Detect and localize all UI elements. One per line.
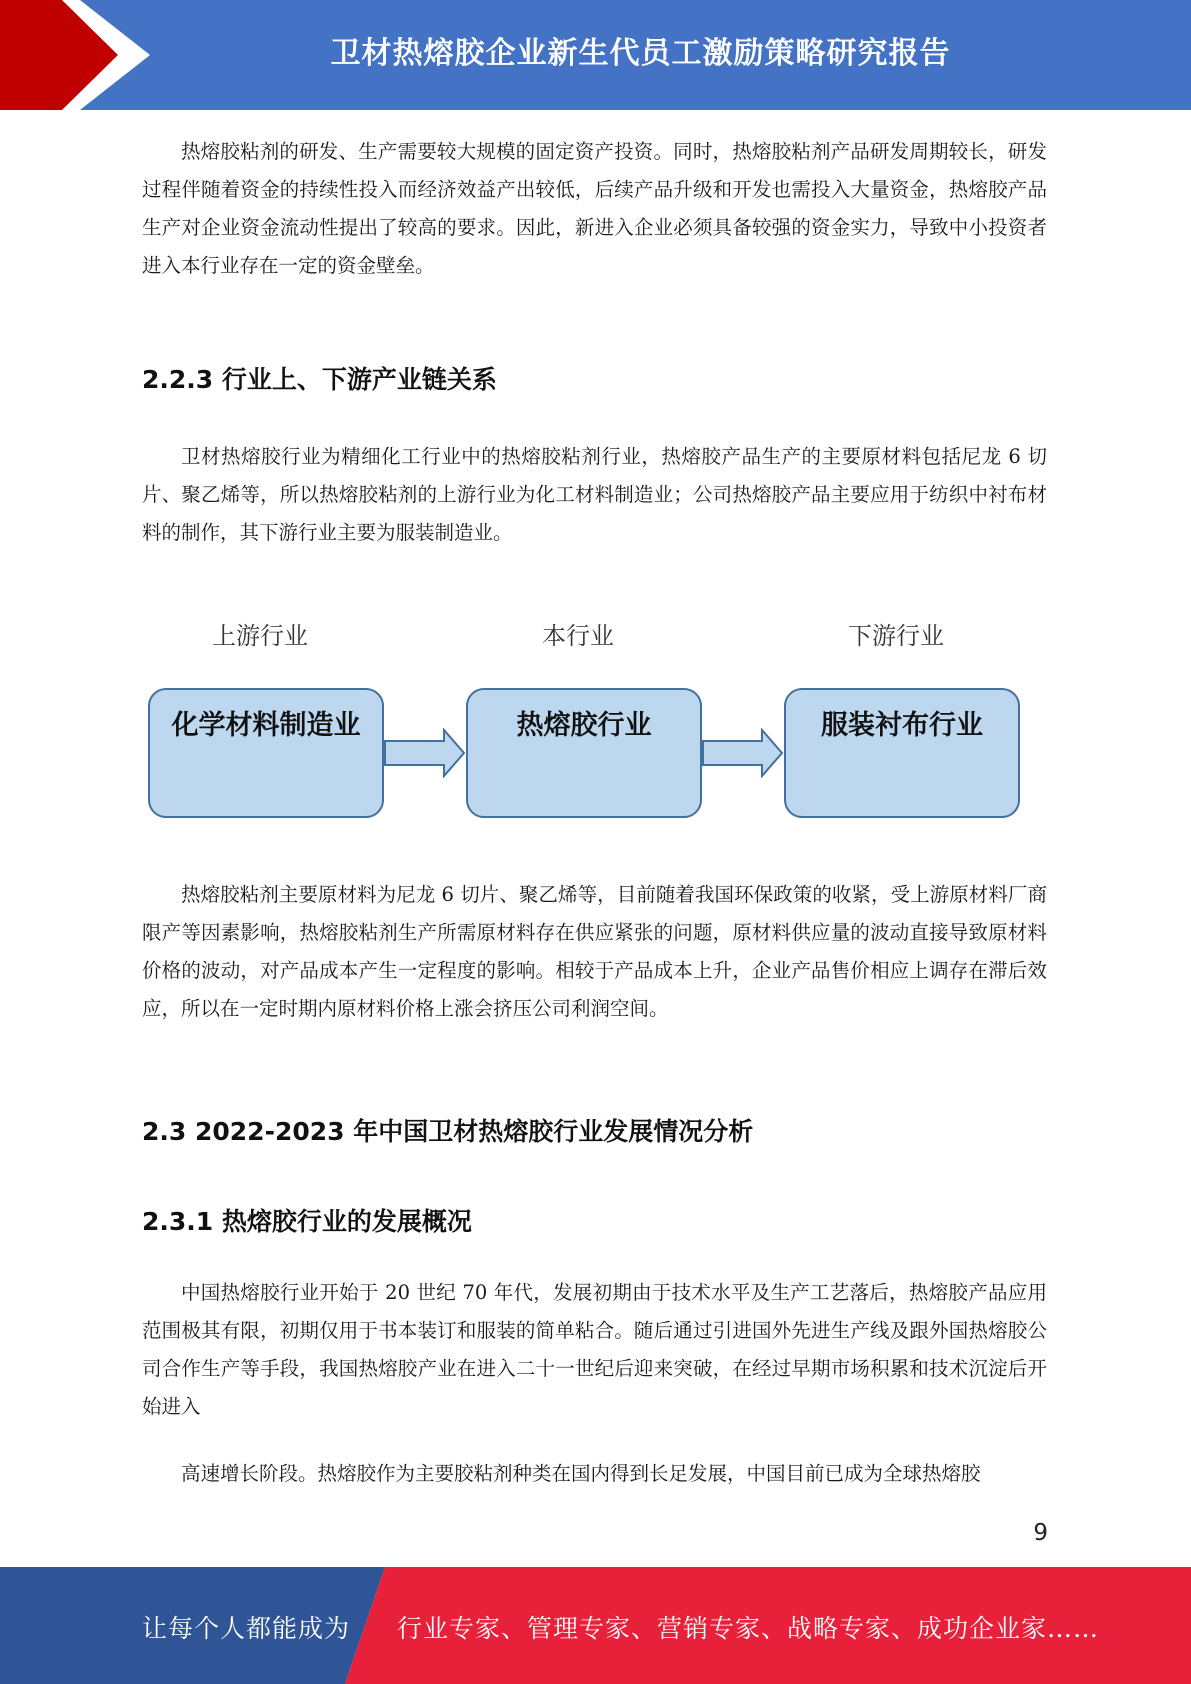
upstream-box: 化学材料制造业 [148,688,384,818]
industry-chain-diagram [140,610,1040,830]
upstream-label: 上游行业 [212,622,308,650]
paragraph-industry-chain: 卫材热熔胶行业为精细化工行业中的热熔胶粘剂行业，热熔胶产品生产的主要原材料包括尼龙 6 切片、聚乙烯等，所以热熔胶粘剂的上游行业为化工材料制造业；公司热熔胶产品主要应用于纺织中衬布材料的制作，其下游行业主要为服装制造业。 [142,445,1047,544]
page-number: 9 [1033,1520,1048,1546]
header-banner [0,0,1191,110]
arrow-right-icon [384,728,466,778]
footer-slogan-right: 行业专家、管理专家、营销专家、战略专家、成功企业家…… [397,1614,1100,1643]
paragraph-capital-barrier: 热熔胶粘剂的研发、生产需要较大规模的固定资产投资。同时，热熔胶粘剂产品研发周期较长，研发过程伴随着资金的持续性投入而经济效益产出较低，后续产品升级和开发也需投入大量资金，热熔胶产品生产对企业资金流动性提出了较高的要求。因此，新进入企业必须具备较强的资金实力，导致中小投资者进入本行业存在一定的资金壁垒。 [142,140,1047,277]
report-title: 卫材热熔胶企业新生代员工激励策略研究报告 [330,36,951,71]
current-industry-box: 热熔胶行业 [466,688,702,818]
downstream-label: 下游行业 [848,622,944,650]
paragraph-raw-materials: 热熔胶粘剂主要原材料为尼龙 6 切片、聚乙烯等，目前随着我国环保政策的收紧，受上游原材料厂商限产等因素影响，热熔胶粘剂生产所需原材料存在供应紧张的问题，原材料供应量的波动直接导致原材料价格的波动，对产品成本产生一定程度的影响。相较于产品成本上升，企业产品售价相应上调存在滞后效应，所以在一定时期内原材料价格上涨会挤压公司利润空间。 [142,883,1047,1020]
footer-banner [0,1567,1191,1684]
paragraph-high-growth: 高速增长阶段。热熔胶作为主要胶粘剂种类在国内得到长足发展，中国目前已成为全球热熔胶 [181,1462,981,1485]
downstream-box: 服装衬布行业 [784,688,1020,818]
section-heading-2-3: 2.3 2022-2023 年中国卫材热熔胶行业发展情况分析 [142,1117,754,1146]
current-industry-label: 本行业 [542,622,614,650]
paragraph-development-overview: 中国热熔胶行业开始于 20 世纪 70 年代，发展初期由于技术水平及生产工艺落后，热熔胶产品应用范围极其有限，初期仅用于书本装订和服装的简单粘合。随后通过引进国外先进生产线及跟外国热熔胶公司合作生产等手段，我国热熔胶产业在进入二十一世纪后迎来突破，在经过早期市场积累和技术沉淀后开始进入 [142,1281,1047,1418]
arrow-right-icon [702,728,784,778]
footer-slogan-left: 让每个人都能成为 [142,1614,351,1643]
section-heading-2-2-3: 2.2.3 行业上、下游产业链关系 [142,365,497,394]
section-heading-2-3-1: 2.3.1 热熔胶行业的发展概况 [142,1207,472,1236]
header-chevron-graphic [0,0,150,110]
